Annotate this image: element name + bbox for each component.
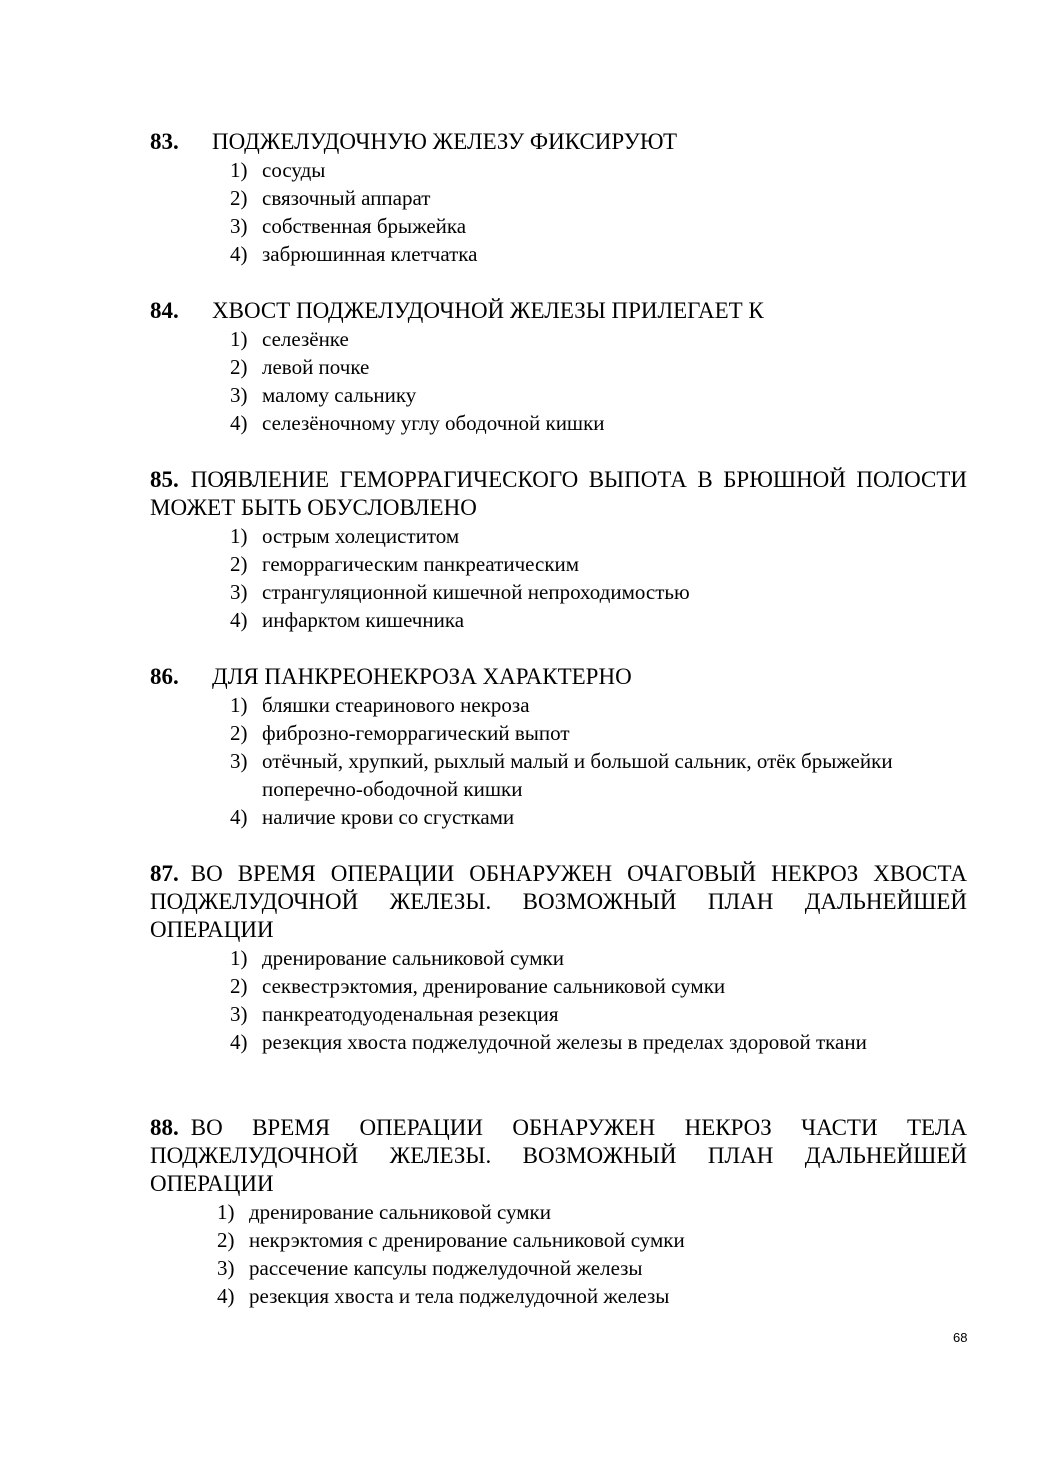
question-86 [150, 663, 967, 831]
answer-option [150, 212, 967, 240]
answer-option [150, 719, 967, 747]
option-text: геморрагическим панкреатическим [262, 552, 580, 576]
option-text: селезёнке [262, 327, 349, 351]
question-85 [150, 466, 967, 634]
answer-option [150, 606, 967, 634]
option-number: 3) [230, 383, 248, 407]
question-heading [150, 297, 967, 325]
option-text: отёчный, хрупкий, рыхлый малый и большой сальник, отёк брыжейки поперечно-ободочной кишки [262, 749, 893, 801]
question-text: ПОДЖЕЛУДОЧНУЮ ЖЕЛЕЗУ ФИКСИРУЮТ [212, 129, 678, 154]
option-number: 2) [217, 1228, 235, 1252]
option-number: 2) [230, 974, 248, 998]
question-number: 88. [150, 1115, 179, 1140]
answer-option [150, 578, 967, 606]
option-text: панкреатодуоденальная резекция [262, 1002, 559, 1026]
option-number: 1) [230, 524, 248, 548]
option-text: фиброзно-геморрагический выпот [262, 721, 570, 745]
question-number: 87. [150, 861, 179, 886]
option-text: резекция хвоста поджелудочной железы в пределах здоровой ткани [262, 1030, 867, 1054]
option-number: 4) [230, 805, 248, 829]
question-text: ВО ВРЕМЯ ОПЕРАЦИИ ОБНАРУЖЕН НЕКРОЗ ЧАСТИ ТЕЛА ПОДЖЕЛУДОЧНОЙ ЖЕЛЕЗЫ. ВОЗМОЖНЫЙ ПЛАН ДАЛЬНЕЙШЕЙ ОПЕРАЦИИ [150, 1115, 967, 1196]
answer-option [150, 1254, 967, 1282]
answer-option [150, 1000, 967, 1028]
option-number: 3) [217, 1256, 235, 1280]
option-text: селезёночному углу ободочной кишки [262, 411, 605, 435]
option-text: связочный аппарат [262, 186, 431, 210]
answer-option [150, 522, 967, 550]
question-number: 83. [150, 129, 179, 154]
answer-option [150, 747, 967, 803]
option-text: рассечение капсулы поджелудочной железы [249, 1256, 643, 1280]
option-number: 3) [230, 214, 248, 238]
answer-option [150, 353, 967, 381]
option-number: 2) [230, 721, 248, 745]
page-number: 68 [953, 1330, 968, 1345]
option-number: 1) [230, 158, 248, 182]
option-number: 4) [230, 1030, 248, 1054]
option-text: сосуды [262, 158, 326, 182]
option-text: некрэктомия с дренирование сальниковой сумки [249, 1228, 685, 1252]
answer-option [150, 1282, 967, 1310]
question-text: ДЛЯ ПАНКРЕОНЕКРОЗА ХАРАКТЕРНО [212, 664, 632, 689]
answer-options [150, 156, 967, 268]
option-text: инфарктом кишечника [262, 608, 465, 632]
question-heading [150, 466, 967, 522]
option-text: острым холециститом [262, 524, 460, 548]
question-number: 84. [150, 298, 179, 323]
answer-option [150, 381, 967, 409]
option-number: 3) [230, 580, 248, 604]
option-number: 1) [217, 1200, 235, 1224]
option-number: 2) [230, 186, 248, 210]
question-heading [150, 1114, 967, 1198]
option-text: забрюшинная клетчатка [262, 242, 478, 266]
answer-option [150, 803, 967, 831]
answer-option [150, 409, 967, 437]
option-number: 4) [217, 1284, 235, 1308]
answer-option [150, 1198, 967, 1226]
option-number: 1) [230, 327, 248, 351]
option-text: наличие крови со сгустками [262, 805, 515, 829]
question-number: 86. [150, 664, 179, 689]
option-number: 1) [230, 946, 248, 970]
option-number: 3) [230, 749, 248, 773]
question-text: ХВОСТ ПОДЖЕЛУДОЧНОЙ ЖЕЛЕЗЫ ПРИЛЕГАЕТ К [212, 298, 764, 323]
option-text: бляшки стеаринового некроза [262, 693, 530, 717]
answer-option [150, 1028, 967, 1056]
answer-option [150, 240, 967, 268]
question-number: 85. [150, 467, 179, 492]
option-text: левой почке [262, 355, 370, 379]
answer-option [150, 1226, 967, 1254]
question-84 [150, 297, 967, 437]
question-text: ВО ВРЕМЯ ОПЕРАЦИИ ОБНАРУЖЕН ОЧАГОВЫЙ НЕКРОЗ ХВОСТА ПОДЖЕЛУДОЧНОЙ ЖЕЛЕЗЫ. ВОЗМОЖНЫЙ ПЛАН ДАЛЬНЕЙШЕЙ ОПЕРАЦИИ [150, 861, 967, 942]
answer-option [150, 972, 967, 1000]
question-heading [150, 663, 967, 691]
option-text: резекция хвоста и тела поджелудочной железы [249, 1284, 670, 1308]
option-text: дренирование сальниковой сумки [249, 1200, 551, 1224]
answer-options [150, 691, 967, 831]
option-text: дренирование сальниковой сумки [262, 946, 564, 970]
question-87 [150, 860, 967, 1056]
option-number: 2) [230, 355, 248, 379]
answer-options [150, 325, 967, 437]
question-88 [150, 1114, 967, 1310]
option-number: 1) [230, 693, 248, 717]
option-number: 2) [230, 552, 248, 576]
answer-option [150, 325, 967, 353]
option-number: 4) [230, 411, 248, 435]
question-heading [150, 128, 967, 156]
answer-option [150, 184, 967, 212]
answer-options [150, 944, 967, 1056]
question-83 [150, 128, 967, 268]
option-text: малому сальнику [262, 383, 417, 407]
option-number: 4) [230, 242, 248, 266]
answer-option [150, 550, 967, 578]
answer-option [150, 156, 967, 184]
answer-option [150, 691, 967, 719]
answer-options [150, 1198, 967, 1310]
answer-option [150, 944, 967, 972]
option-number: 3) [230, 1002, 248, 1026]
question-heading [150, 860, 967, 944]
option-text: странгуляционной кишечной непроходимостью [262, 580, 690, 604]
answer-options [150, 522, 967, 634]
option-text: секвестрэктомия, дренирование сальниковой сумки [262, 974, 726, 998]
option-number: 4) [230, 608, 248, 632]
option-text: собственная брыжейка [262, 214, 467, 238]
question-text: ПОЯВЛЕНИЕ ГЕМОРРАГИЧЕСКОГО ВЫПОТА В БРЮШНОЙ ПОЛОСТИ МОЖЕТ БЫТЬ ОБУСЛОВЛЕНО [150, 467, 967, 520]
